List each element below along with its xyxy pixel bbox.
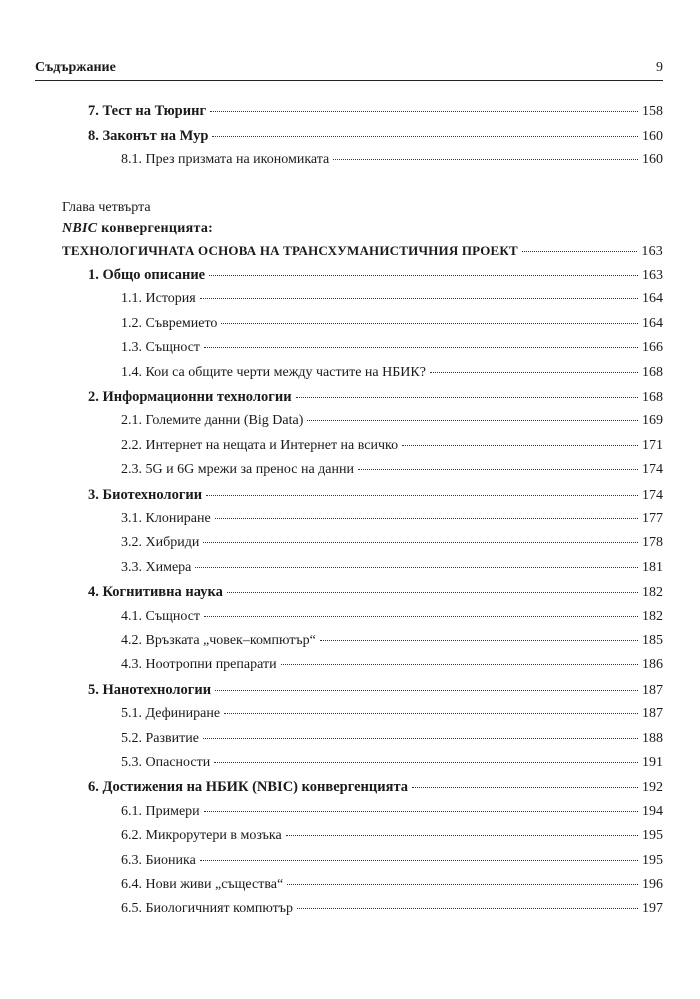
- toc-entry[interactable]: [88, 486, 663, 505]
- toc-entry-page: 191: [642, 755, 663, 770]
- toc-entry[interactable]: [121, 852, 663, 870]
- toc-entry-label: 1.4. Кои са общите черти между частите на НБИК?: [121, 364, 426, 380]
- toc-entry-label: 6.4. Нови живи „същества“: [121, 877, 284, 892]
- toc-entry-label: 6. Достижения на НБИК (NBIC) конвергенцията: [88, 779, 409, 796]
- toc-entry-page: 160: [642, 128, 663, 144]
- toc-entry[interactable]: [121, 803, 663, 821]
- header-rule: [35, 80, 663, 81]
- toc-entry-page: 169: [642, 413, 663, 429]
- toc-entry[interactable]: [121, 461, 663, 479]
- toc-entry[interactable]: [88, 127, 663, 146]
- toc-entry-label: 8. Законът на Мур: [88, 127, 209, 144]
- dot-leader: [203, 738, 638, 739]
- dot-leader: [203, 542, 638, 543]
- chapter-title-prefix: NBIC: [62, 221, 98, 236]
- toc-entry[interactable]: [121, 151, 663, 169]
- toc-entry[interactable]: [121, 339, 663, 357]
- dot-leader: [215, 518, 638, 519]
- toc-entry[interactable]: [121, 559, 663, 577]
- chapter-subtitle-row[interactable]: [62, 242, 663, 261]
- dot-leader: [210, 111, 638, 112]
- toc-entry-label: 8.1. През призмата на икономиката: [121, 152, 330, 167]
- toc-entry-label: 1. Общо описание: [88, 267, 206, 283]
- toc-entry-page: 188: [642, 730, 663, 746]
- dot-leader: [200, 298, 638, 299]
- dot-leader: [402, 445, 638, 446]
- toc-entry-label: 6.1. Примери: [121, 803, 200, 819]
- toc-entry[interactable]: [121, 534, 663, 552]
- toc-entry-page: 164: [642, 315, 663, 331]
- toc-entry[interactable]: [88, 388, 663, 407]
- dot-leader: [221, 323, 638, 324]
- toc-entry-page: 187: [642, 706, 663, 722]
- dot-leader: [195, 567, 638, 568]
- dot-leader: [200, 860, 638, 861]
- dot-leader: [320, 640, 638, 641]
- toc-entry-page: 182: [642, 608, 663, 624]
- dot-leader: [286, 835, 638, 836]
- toc-entry-label: 6.5. Биологичният компютър: [121, 901, 293, 917]
- toc-entry-page: 197: [642, 901, 663, 917]
- dot-leader: [412, 787, 638, 788]
- toc-entry-label: 2.2. Интернет на нещата и Интернет на всичко: [121, 437, 399, 453]
- dot-leader: [224, 713, 638, 714]
- toc-entry[interactable]: [121, 364, 663, 382]
- toc-entry-label: 1.1. История: [121, 291, 196, 307]
- dot-leader: [209, 275, 638, 276]
- header-title: Съдържание: [35, 60, 116, 75]
- toc-entry[interactable]: [121, 437, 663, 455]
- toc-entry-page: 194: [642, 803, 663, 819]
- toc-entry-label: 3.3. Химера: [121, 559, 192, 575]
- chapter-subtitle: ТЕХНОЛОГИЧНАТА ОСНОВА НА ТРАНСХУМАНИСТИЧНИЯ ПРОЕКТ: [62, 243, 518, 258]
- toc-entry-page: 192: [642, 780, 663, 796]
- toc-entry[interactable]: [88, 266, 663, 285]
- toc-entry-label: 2. Информационни технологии: [88, 389, 292, 405]
- toc-entry-label: 5. Нанотехнологии: [88, 681, 212, 698]
- dot-leader: [281, 664, 638, 665]
- toc-entry-page: 160: [642, 152, 663, 167]
- dot-leader: [297, 908, 638, 909]
- toc-entry-page: 158: [642, 104, 663, 119]
- toc-entry-label: 3.1. Клониране: [121, 511, 211, 526]
- dot-leader: [204, 811, 638, 812]
- dot-leader: [430, 372, 638, 373]
- toc-entry[interactable]: [121, 315, 663, 333]
- toc-entry-page: 174: [642, 487, 663, 503]
- toc-entry-label: 5.2. Развитие: [121, 730, 199, 746]
- toc-entry[interactable]: [121, 900, 663, 918]
- toc-entry-page: 196: [642, 877, 663, 892]
- toc-entry-page: 163: [642, 268, 663, 283]
- dot-leader: [227, 592, 638, 593]
- toc-entry-label: 1.2. Съвремието: [121, 315, 218, 331]
- dot-leader: [214, 762, 638, 763]
- dot-leader: [206, 495, 638, 496]
- chapter-subtitle-page: 163: [641, 244, 663, 259]
- dot-leader: [307, 420, 638, 421]
- toc-entry-page: 168: [642, 364, 663, 380]
- dot-leader: [358, 469, 638, 470]
- toc-entry-label: 5.3. Опасности: [121, 755, 211, 770]
- toc-entry-label: 3.2. Хибриди: [121, 535, 200, 551]
- toc-entry-page: 186: [642, 657, 663, 673]
- dot-leader: [204, 616, 638, 617]
- running-header: [35, 60, 663, 76]
- dot-leader: [296, 397, 638, 398]
- toc-entry-page: 177: [642, 511, 663, 526]
- toc-entry[interactable]: [121, 412, 663, 430]
- toc-entry-page: 178: [642, 535, 663, 551]
- toc-entry[interactable]: [121, 876, 663, 894]
- toc-entry-label: 6.2. Микрорутери в мозъка: [121, 828, 282, 844]
- toc-entry-page: 166: [642, 340, 663, 356]
- toc-entry-label: 3. Биотехнологии: [88, 486, 203, 503]
- toc-entry[interactable]: [88, 681, 663, 700]
- toc-entry-label: 7. Тест на Тюринг: [88, 103, 207, 119]
- toc-entry-label: 4.3. Ноотропни препарати: [121, 657, 277, 673]
- dot-leader: [204, 347, 638, 348]
- toc-entry-page: 171: [642, 437, 663, 453]
- toc-entry-label: 4.2. Връзката „човек–компютър“: [121, 633, 316, 648]
- toc-entry[interactable]: [88, 583, 663, 602]
- toc-entry[interactable]: [88, 778, 663, 797]
- toc-entry-page: 195: [642, 828, 663, 844]
- toc-entry[interactable]: [121, 754, 663, 772]
- toc-entry-page: 182: [642, 585, 663, 601]
- toc-entry[interactable]: [88, 102, 663, 121]
- dot-leader: [522, 251, 637, 252]
- toc-entry-page: 187: [642, 682, 663, 698]
- chapter-title-rest: конвергенцията:: [97, 221, 214, 236]
- toc-entry-label: 2.1. Големите данни (Big Data): [121, 413, 304, 429]
- dot-leader: [287, 884, 638, 885]
- toc-entry-page: 195: [642, 852, 663, 868]
- toc-entry-label: 4.1. Същност: [121, 608, 201, 624]
- chapter-label: Глава четвърта: [62, 200, 151, 215]
- toc-entry[interactable]: [121, 632, 663, 650]
- dot-leader: [333, 159, 638, 160]
- toc-entry-page: 164: [642, 291, 663, 307]
- toc-entry-label: 6.3. Бионика: [121, 852, 196, 868]
- toc-entry-label: 4. Когнитивна наука: [88, 584, 223, 601]
- dot-leader: [215, 690, 638, 691]
- toc-entry-label: 2.3. 5G и 6G мрежи за пренос на данни: [121, 462, 354, 478]
- toc-entry[interactable]: [121, 290, 663, 308]
- chapter-title: [62, 221, 213, 237]
- toc-entry[interactable]: [121, 827, 663, 845]
- header-page-number: 9: [656, 60, 663, 75]
- toc-entry[interactable]: [121, 656, 663, 674]
- toc-entry-page: 174: [642, 462, 663, 478]
- toc-entry[interactable]: [121, 510, 663, 528]
- toc-entry-page: 168: [642, 390, 663, 405]
- toc-entry-page: 181: [642, 559, 663, 575]
- toc-entry-label: 5.1. Дефиниране: [121, 706, 221, 722]
- toc-entry[interactable]: [121, 730, 663, 748]
- dot-leader: [212, 136, 638, 137]
- toc-entry[interactable]: [121, 705, 663, 723]
- toc-entry-label: 1.3. Същност: [121, 340, 201, 356]
- toc-entry-page: 185: [642, 633, 663, 648]
- toc-entry[interactable]: [121, 608, 663, 626]
